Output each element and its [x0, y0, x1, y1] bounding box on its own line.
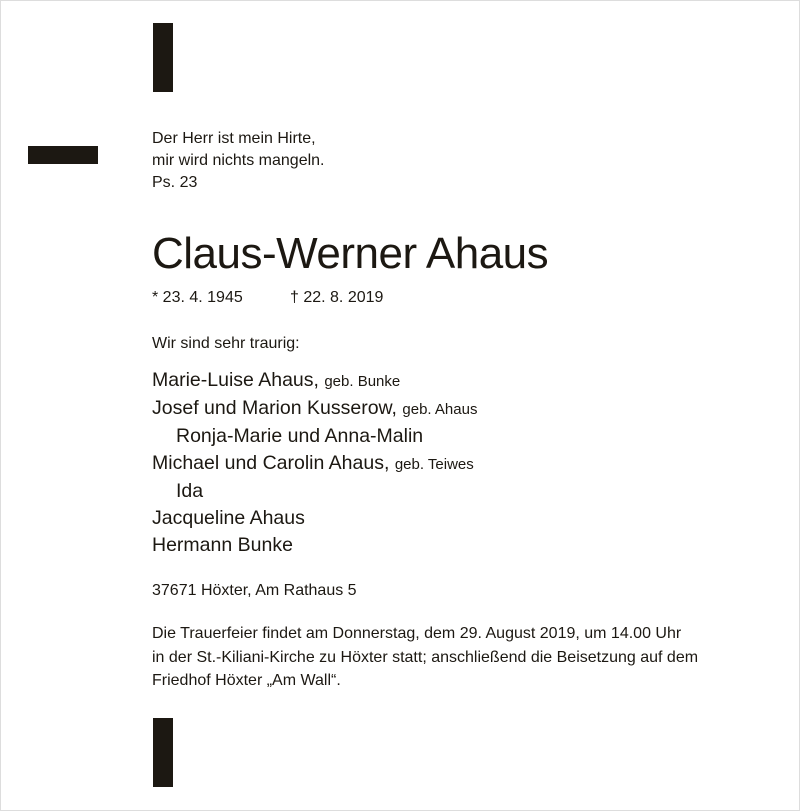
mourner-name: Hermann Bunke	[152, 534, 293, 556]
maiden-name: geb. Teiwes	[394, 456, 474, 473]
mourner	[152, 505, 477, 532]
address: 37671 Höxter, Am Rathaus 5	[152, 582, 357, 599]
funeral-info	[152, 622, 698, 693]
verse-line: Der Herr ist mein Hirte,	[152, 130, 316, 147]
top-bar-ornament	[153, 23, 173, 92]
mourner-name: Ronja-Marie und Anna-Malin	[176, 425, 424, 447]
verse-reference: Ps. 23	[152, 174, 198, 191]
mourners-list	[152, 367, 477, 559]
funeral-line: Friedhof Höxter „Am Wall“.	[152, 672, 341, 689]
mourner	[152, 478, 477, 505]
funeral-line: Die Trauerfeier findet am Donnerstag, dem 29. August 2019, um 14.00 Uhr	[152, 625, 682, 642]
mourner-name: Marie-Luise Ahaus,	[152, 369, 319, 391]
mourner-name: Josef und Marion Kusserow,	[152, 397, 397, 419]
mourner	[152, 367, 477, 395]
mourner	[152, 532, 477, 559]
birth-date: * 23. 4. 1945	[152, 289, 243, 306]
death-date: † 22. 8. 2019	[290, 289, 384, 306]
left-bar-ornament	[28, 146, 98, 164]
mourner-name: Jacqueline Ahaus	[152, 507, 305, 529]
intro-text: Wir sind sehr traurig:	[152, 335, 300, 352]
mourner	[152, 423, 477, 450]
mourner	[152, 450, 477, 478]
mourner-name: Ida	[176, 480, 204, 502]
maiden-name: geb. Bunke	[324, 373, 401, 390]
funeral-line: in der St.-Kiliani-Kirche zu Höxter statt; anschließend die Beisetzung auf dem	[152, 648, 699, 666]
mourner	[152, 395, 477, 423]
maiden-name: geb. Ahaus	[402, 401, 478, 418]
bottom-bar-ornament	[153, 718, 173, 787]
verse-line: mir wird nichts mangeln.	[152, 152, 325, 169]
bible-verse	[152, 128, 325, 194]
mourner-name: Michael und Carolin Ahaus,	[152, 452, 390, 474]
deceased-name: Claus-Werner Ahaus	[152, 229, 549, 278]
